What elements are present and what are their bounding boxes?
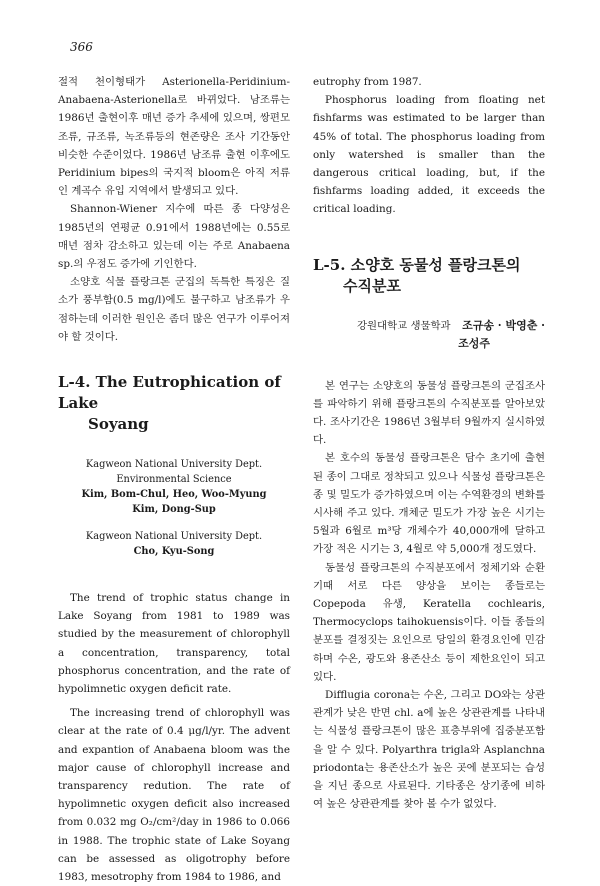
author-names: Kim, Dong-Sup (132, 504, 216, 516)
paragraph: 소양호 식물 플랑크톤 군집의 독특한 특징은 질소가 풍부함(0.5 mg/l)에도 불구하고 남조류가 우점하는데 이러한 원인은 좀더 많은 연구가 이루어져야 할 것이다. (58, 276, 290, 343)
section-title-l4 (58, 372, 290, 435)
paragraph: Difflugia corona는 수온, 그리고 DO와는 상관관계가 낮은 반면 chl. a에 높은 상관관계를 나타내는 식물성 플랑크톤이 많은 표층부위에 집중분포함을 알 수 있다. Polyarthra trigla와 Asplanchna priodonta는 용존산소가 높은 곳에 분포되는 습성을 지닌 종으로 사료된다. 기타종은 상기종에 비하여 높은 상관관계를 찾아 볼 수가 없었다. (313, 689, 545, 811)
left-column (58, 73, 290, 886)
abstract-paragraph: The increasing trend of chlorophyll was clear at the rate of 0.4 μg/l/yr. The advent and expantion of Anabaena bloom was the major cause of chlorophyll increase and transparency redution. The rate of hypolimnetic oxygen deficit also increased from 0.032 mg O₂/cm²/day in 1986 to 0.066 in 1988. The trophic state of Lake Soyang can be assessed as oligotrophy before 1983, mesotrophy from 1984 to 1986, and (58, 707, 290, 884)
section-title-l5 (313, 255, 545, 297)
paragraph: Phosphorus loading from floating net fishfarms was estimated to be larger than 45% of total. The phosphorus loading from only watershed is smaller than the dangerous critical loading, but, if the fishfarms loading added, it exceeds the critical loading. (313, 94, 545, 216)
affiliation: Kagweon National University Dept. (85, 459, 263, 471)
paragraph: Shannon-Wiener 지수에 따른 종 다양성은 1985년의 연평균 0.91에서 1988년에는 0.55로 매년 점차 감소하고 있는데 이는 주로 Anabaena sp.의 우점도 증가에 기인한다. (58, 203, 290, 271)
right-column (313, 73, 545, 814)
abstract-paragraph: The trend of trophic status change in Lake Soyang from 1981 to 1989 was studied by the measurement of chlorophyll a concentration, transparency, total phosphorus concentration, and the rate of hypolimnetic oxygen deficit rate. (58, 592, 290, 696)
section-title-line: L-4. The Eutrophication of Lake (58, 373, 281, 413)
section-title-line: L-5. 소양호 동물성 플랑크톤의 (313, 255, 521, 274)
author-names: Cho, Kyu-Song (133, 546, 215, 558)
affiliation: Kagweon National University Dept. (85, 531, 263, 543)
author-names: Kim, Bom-Chul, Heo, Woo-Myung (81, 489, 267, 501)
paragraph: 동물성 플랑크톤의 수직분포에서 정체기와 순환기때 서로 다른 양상을 보이는 종들로는 Copepoda 유생, Keratella cochlearis, Thermocyclops taihokuensis이다. 이들 종들의 분포를 결정짓는 요인으로 당일의 환경요인에 민감하며 수온, 광도와 용존산소 등이 제한요인이 되고 있다. (313, 561, 545, 683)
author-names-line: 조규송 · 박영춘 · (462, 318, 545, 332)
author-names (313, 317, 545, 335)
section-title-line: Soyang (88, 415, 149, 434)
paragraph: eutrophy from 1987. (313, 76, 422, 88)
paragraph: 본 연구는 소양호의 동물성 플랑크톤의 군집조사를 파악하기 위해 플랑크톤의 수직분포를 알아보았다. 조사기간은 1986년 3월부터 9월까지 실시하였다. (313, 379, 545, 447)
section-title-line: 수직분포 (343, 276, 401, 295)
paragraph: 본 호수의 동물성 플랑크톤은 담수 초기에 출현된 종이 그대로 정착되고 있으나 식물성 플랑크톤은 종 및 밀도가 증가하였으며 이는 수역환경의 변화를 시사해 주고 있다. 개체군 밀도가 가장 높은 시기는 5월과 6월로 m³당 개체수가 40,000개에 달하고 가장 적은 시기는 3, 4월로 약 5,000개 정도였다. (313, 452, 545, 556)
paragraph: 절적 천이형태가 Asterionella-Peridinium-Anabaena-Asterionella로 바뀌었다. 남조류는 1986년 출현이후 매년 증가 추세에 있으며, 쌍편모조류, 규조류, 녹조류등의 현존량은 조사 기간동안 비슷한 수준이었다. 1986년 남조류 출현 이후에도 Peridinium bipes의 국지적 bloom은 아직 저류인 계곡수 유입 지역에서 발생되고 있다. (58, 76, 290, 198)
page-number: 366 (70, 40, 93, 54)
affiliation: 강원대학교 생물학과 (356, 319, 451, 332)
author-names: 조성주 (458, 336, 490, 350)
affiliation: Environmental Science (116, 474, 232, 486)
